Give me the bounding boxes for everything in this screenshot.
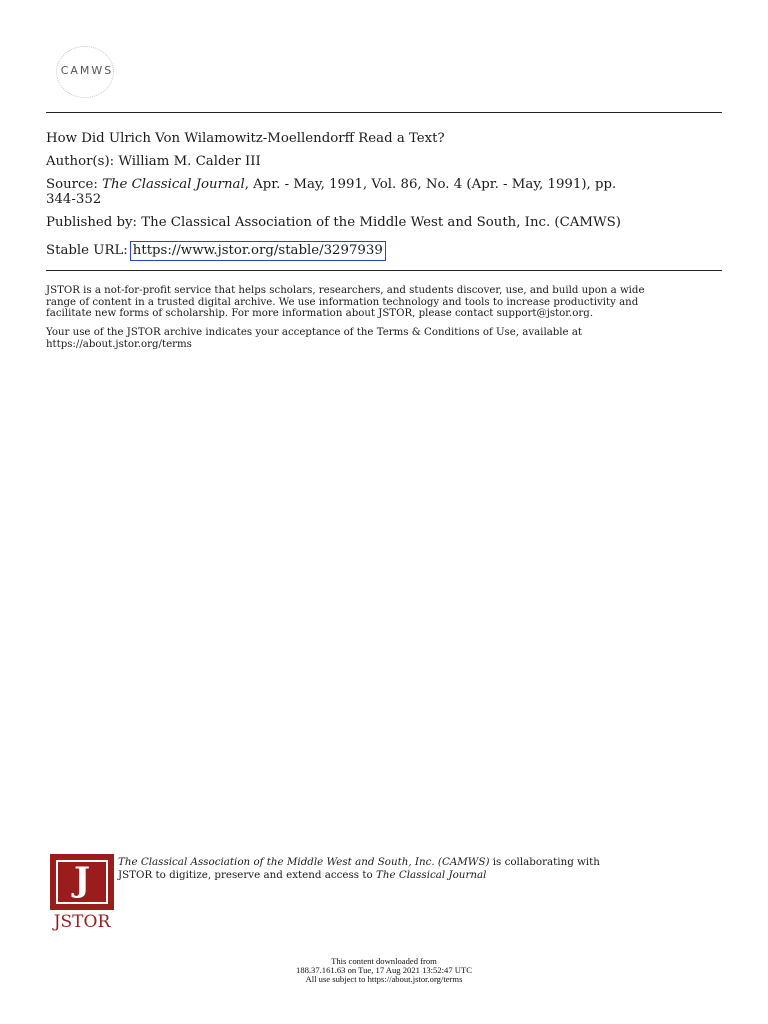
source-line <box>46 177 616 193</box>
download-line-1: This content downloaded from <box>331 956 437 966</box>
terms-link[interactable]: https://about.jstor.org/terms <box>46 338 192 350</box>
notice-line-1: JSTOR is a not-for-profit service that helps scholars, researchers, and students discover, use, and build upon a wide <box>46 285 645 296</box>
jstor-logo-mark <box>50 854 114 910</box>
source-label: Source: <box>46 177 98 192</box>
camws-logo-text: CAMWS <box>60 64 114 77</box>
collab-line-2 <box>118 869 718 882</box>
published-label: Published by: <box>46 215 138 230</box>
source-journal: The Classical Journal <box>102 177 245 192</box>
terms-notice <box>46 327 726 350</box>
collaboration-note <box>118 856 718 881</box>
publisher-name: The Classical Association of the Middle West and South, Inc. (CAMWS) <box>141 215 621 230</box>
bottom-divider <box>46 270 722 271</box>
author-label: Author(s): <box>46 154 115 169</box>
collab-journal: The Classical Journal <box>375 868 487 881</box>
jstor-notice <box>46 285 726 320</box>
logo-j-glyph: J <box>73 860 91 900</box>
jstor-logo-text: JSTOR <box>53 912 111 932</box>
stable-url-line <box>46 241 386 261</box>
collab-org: The Classical Association of the Middle West and South, Inc. (CAMWS) <box>118 856 490 868</box>
stable-url-link[interactable]: https://www.jstor.org/stable/3297939 <box>130 241 386 261</box>
download-line-2: 188.37.161.63 on Tue, 17 Aug 2021 13:52:47 UTC <box>296 965 472 975</box>
author-line <box>46 154 261 170</box>
collab-line-2-text: JSTOR to digitize, preserve and extend access to <box>118 868 376 881</box>
author-name: William M. Calder III <box>118 154 261 169</box>
publisher-line <box>46 215 621 231</box>
jstor-logo <box>50 854 114 936</box>
source-details: , Apr. - May, 1991, Vol. 86, No. 4 (Apr. - May, 1991), pp. <box>244 177 617 192</box>
collab-line-1 <box>118 856 718 869</box>
camws-logo <box>50 44 124 98</box>
stable-url-label: Stable URL: <box>46 243 128 258</box>
article-title: How Did Ulrich Von Wilamowitz-Moellendorff Read a Text? <box>46 131 445 146</box>
notice-line-2: range of content in a trusted digital archive. We use information technology and tools to increase productivity and <box>46 296 639 308</box>
download-line-3: All use subject to https://about.jstor.org/terms <box>305 974 463 984</box>
top-divider <box>46 112 722 113</box>
notice-line-3: facilitate new forms of scholarship. For more information about JSTOR, please contact support@jstor.org. <box>46 308 594 320</box>
source-pages: 344-352 <box>46 192 102 207</box>
terms-line-1: Your use of the JSTOR archive indicates your acceptance of the Terms & Conditions of Use, available at <box>46 327 582 338</box>
collab-mid: is collaborating with <box>489 856 600 868</box>
